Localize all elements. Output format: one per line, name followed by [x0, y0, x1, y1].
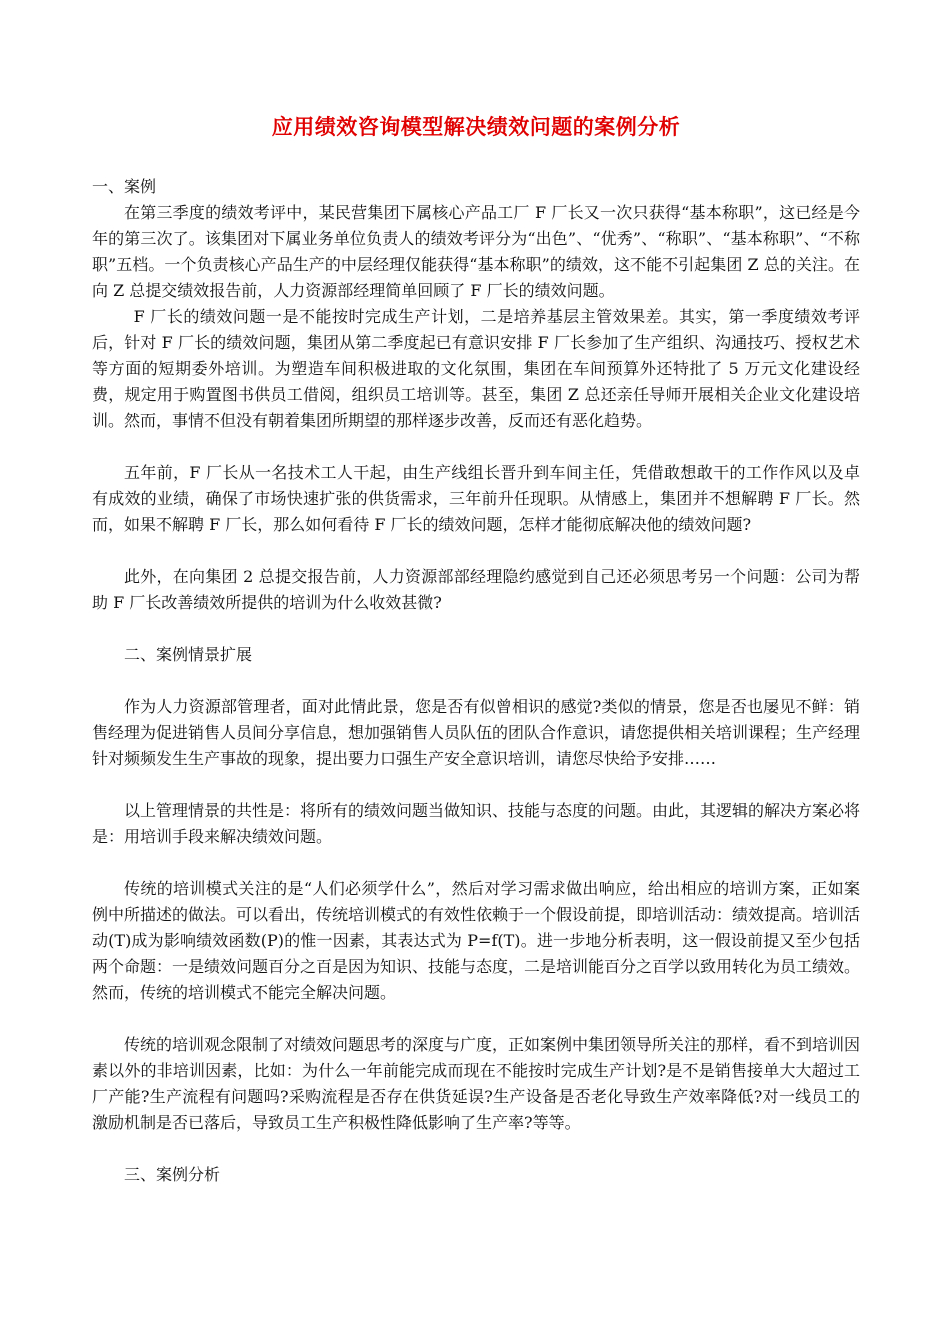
spacer [92, 1136, 860, 1162]
document-title: 应用绩效咨询模型解决绩效问题的案例分析 [271, 115, 681, 139]
paragraph: 作为人力资源部管理者，面对此情此景，您是否有似曾相识的感觉?类似的情景，您是否也屡见不鲜：销售经理为促进销售人员间分享信息，想加强销售人员队伍的团队合作意识，请您提供相关培训课程；生产经理针对频频发生生产事故的现象，提出要力口强生产安全意识培训，请您尽快给予安排…… [92, 697, 861, 768]
paragraph: F 厂长的绩效问题一是不能按时完成生产计划，二是培养基层主管效果差。其实，第一季度绩效考评后，针对 F 厂长的绩效问题，集团从第二季度起已有意识安排 F 厂长参加了生产组织、沟通技巧、授权艺术等方面的短期委外培训。为塑造车间积极进取的文化氛围，集团在车间预算外还特批了 5 万元文化建设经费，规定用于购置图书供员工借阅，组织员工培训等。甚至，集团 Z 总还亲任导师开展相关企业文化建设培训。然而，事情不但没有朝着集团所期望的那样逐步改善，反而还有恶化趋势。 [92, 307, 860, 430]
spacer [92, 434, 860, 460]
paragraph: 传统的培训观念限制了对绩效问题思考的深度与广度，正如案例中集团领导所关注的那样，看不到培训因素以外的非培训因素，比如：为什么一年前能完成而现在不能按时完成生产计划?是不是销售接单大大超过工厂产能?生产流程有问题吗?采购流程是否存在供货延误?生产设备是否老化导致生产效率降低?对一线员工的激励机制是否已落后，导致员工生产积极性降低影响了生产率?等等。 [92, 1035, 861, 1132]
paragraph: 在第三季度的绩效考评中，某民营集团下属核心产品工厂 F 厂长又一次只获得“基本称职”，这已经是今年的第三次了。该集团对下属业务单位负责人的绩效考评分为“出色”、“优秀”、“称职”、“基本称职”、“不称职”五档。一个负责核心产品生产的中层经理仅能获得“基本称职”的绩效，这不能不引起集团 Z 总的关注。在向 Z 总提交绩效报告前，人力资源部经理简单回顾了 F 厂长的绩效问题。 [92, 203, 860, 300]
paragraph: 五年前，F 厂长从一名技术工人干起，由生产线组长晋升到车间主任，凭借敢想敢干的工作作风以及卓有成效的业绩，确保了市场快速扩张的供货需求，三年前升任现职。从情感上，集团并不想解聘 F 厂长。然而，如果不解聘 F 厂长，那么如何看待 F 厂长的绩效问题，怎样才能彻底解决他的绩效问题? [92, 463, 860, 534]
spacer [92, 1006, 860, 1032]
spacer [92, 772, 860, 798]
section-case [92, 174, 860, 616]
paragraph: 传统的培训模式关注的是“人们必须学什么”，然后对学习需求做出响应，给出相应的培训方案，正如案例中所描述的做法。可以看出，传统培训模式的有效性依赖于一个假设前提，即培训活动：绩效提高。培训活动(T)成为影响绩效函数(P)的惟一因素，其表达式为 P=f(T)。进一步地分析表明，这一假设前提又至少包括两个命题：一是绩效问题百分之百是因为知识、技能与态度，二是培训能百分之百学以致用转化为员工绩效。然而，传统的培训模式不能完全解决问题。 [92, 879, 861, 1002]
paragraph: 此外，在向集团 2 总提交报告前，人力资源部部经理隐约感觉到自己还必须思考另一个问题：公司为帮助 F 厂长改善绩效所提供的培训为什么收效甚微? [92, 567, 860, 612]
section-heading-extension: 二、案例情景扩展 [124, 645, 253, 664]
section-heading-case: 一、案例 [92, 177, 157, 196]
spacer [92, 850, 860, 876]
section-heading-analysis: 三、案例分析 [124, 1165, 221, 1184]
spacer [92, 538, 860, 564]
document-page [92, 0, 860, 1188]
spacer [92, 616, 860, 642]
paragraph: 以上管理情景的共性是：将所有的绩效问题当做知识、技能与态度的问题。由此，其逻辑的解决方案必将是：用培训手段来解决绩效问题。 [92, 801, 861, 846]
spacer [92, 668, 860, 694]
